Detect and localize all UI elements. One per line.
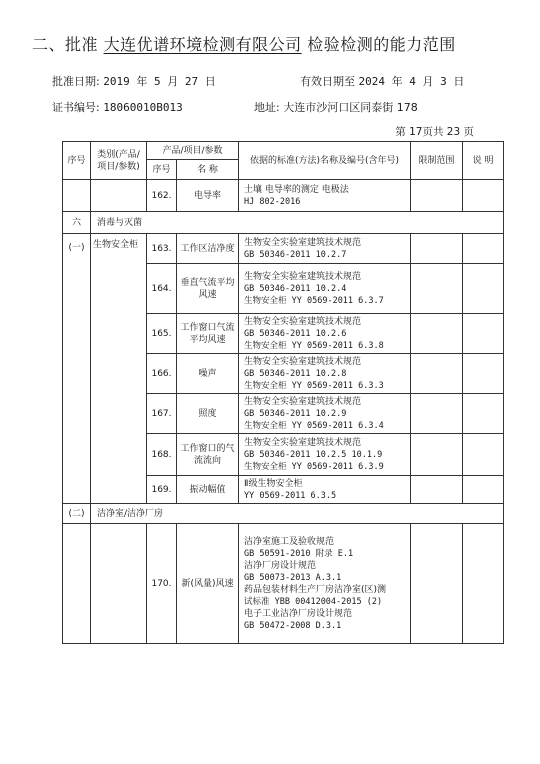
row-name: 电导率 bbox=[177, 180, 239, 212]
page-title bbox=[32, 32, 456, 55]
row-name: 照度 bbox=[177, 394, 239, 434]
address-label: 地址: bbox=[254, 101, 280, 114]
valid-until-label: 有效日期至 bbox=[300, 75, 355, 88]
page-info: 第 17页共 23 页 bbox=[395, 126, 474, 138]
row-no: 163. bbox=[147, 234, 177, 264]
row-standard bbox=[239, 180, 411, 212]
std-line: GB 50346-2011 10.2.8 bbox=[244, 368, 347, 379]
std-line: 土壤 电导率的测定 电极法 bbox=[244, 184, 349, 195]
std-line: Ⅱ级生物安全柜 bbox=[244, 478, 303, 489]
section-title: 消毒与灭菌 bbox=[91, 212, 504, 234]
std-line: 电子工业洁净厂房设计规范 bbox=[244, 608, 353, 619]
std-line: GB 50346-2011 10.2.9 bbox=[244, 408, 347, 419]
row-standard bbox=[239, 476, 411, 504]
row-no: 167. bbox=[147, 394, 177, 434]
std-line: 洁净室施工及验收规范 bbox=[244, 536, 335, 547]
capability-table bbox=[62, 141, 504, 644]
row-no: 166. bbox=[147, 354, 177, 394]
approval-date-value: 2019 年 5 月 27 日 bbox=[103, 75, 216, 88]
header-seq: 序号 bbox=[63, 142, 91, 180]
row-name: 工作窗口的气流流向 bbox=[177, 434, 239, 476]
cert-no-label: 证书编号: bbox=[52, 101, 100, 114]
row-no: 169. bbox=[147, 476, 177, 504]
valid-until bbox=[300, 73, 464, 89]
header-category: 类别(产品/项目/参数) bbox=[91, 142, 147, 180]
organization-name: 大连优谱环境检测有限公司 bbox=[103, 35, 302, 54]
std-line: GB 50346-2011 10.2.6 bbox=[244, 328, 347, 339]
title-prefix: 二、批准 bbox=[32, 35, 99, 54]
std-line: GB 50472-2008 D.3.1 bbox=[244, 620, 342, 631]
address bbox=[254, 99, 418, 115]
header-product-group: 产品/项目/参数 bbox=[147, 142, 239, 160]
std-line: GB 50346-2011 10.2.5 10.1.9 bbox=[244, 449, 383, 460]
address-value: 大连市沙河口区同泰街 178 bbox=[283, 101, 418, 114]
row-standard bbox=[239, 264, 411, 314]
std-line: 洁净厂房设计规范 bbox=[244, 560, 317, 571]
row-name: 工作区洁净度 bbox=[177, 234, 239, 264]
table-header-row bbox=[63, 142, 504, 160]
std-line: 生物安全柜 YY 0569-2011 6.3.7 bbox=[244, 295, 384, 306]
row-name: 新(风量)风速 bbox=[177, 524, 239, 644]
std-line: 生物安全实验室建筑技术规范 bbox=[244, 271, 362, 282]
row-no: 168. bbox=[147, 434, 177, 476]
section-no: 六 bbox=[63, 212, 91, 234]
std-line: 生物安全实验室建筑技术规范 bbox=[244, 237, 362, 248]
std-line: 生物安全柜 YY 0569-2011 6.3.3 bbox=[244, 380, 384, 391]
header-note: 说 明 bbox=[463, 142, 504, 180]
std-line: 生物安全实验室建筑技术规范 bbox=[244, 396, 362, 407]
title-suffix: 检验检测的能力范围 bbox=[307, 35, 456, 54]
row-no: 164. bbox=[147, 264, 177, 314]
valid-until-value: 2024 年 4 月 3 日 bbox=[358, 75, 465, 88]
std-line: 生物安全实验室建筑技术规范 bbox=[244, 356, 362, 367]
group-title: 生物安全柜 bbox=[91, 234, 147, 504]
row-standard bbox=[239, 234, 411, 264]
row-name: 工作窗口气流平均风速 bbox=[177, 314, 239, 354]
row-standard bbox=[239, 314, 411, 354]
row-name: 垂直气流平均风速 bbox=[177, 264, 239, 314]
row-no: 170. bbox=[147, 524, 177, 644]
section-row bbox=[63, 504, 504, 524]
group-title: 洁净室/洁净厂房 bbox=[91, 504, 504, 524]
std-line: GB 50346-2011 10.2.4 bbox=[244, 283, 347, 294]
table-row bbox=[63, 180, 504, 212]
row-standard bbox=[239, 394, 411, 434]
std-line: 生物安全柜 YY 0569-2011 6.3.8 bbox=[244, 340, 384, 351]
std-line: GB 50591-2010 附录 E.1 bbox=[244, 548, 354, 559]
std-line: 生物安全实验室建筑技术规范 bbox=[244, 437, 362, 448]
row-no: 165. bbox=[147, 314, 177, 354]
approval-date bbox=[52, 73, 216, 89]
std-line: YY 0569-2011 6.3.5 bbox=[244, 490, 337, 501]
approval-date-label: 批准日期: bbox=[52, 75, 100, 88]
std-line: 生物安全柜 YY 0569-2011 6.3.9 bbox=[244, 461, 384, 472]
row-no: 162. bbox=[147, 180, 177, 212]
std-line: GB 50346-2011 10.2.7 bbox=[244, 249, 347, 260]
header-sub-no: 序号 bbox=[147, 160, 177, 180]
header-limit: 限制范围 bbox=[411, 142, 463, 180]
table-row bbox=[63, 524, 504, 644]
row-standard bbox=[239, 434, 411, 476]
std-line: HJ 802-2016 bbox=[244, 196, 301, 207]
certificate-number bbox=[52, 99, 183, 115]
std-line: GB 50073-2013 A.3.1 bbox=[244, 572, 342, 583]
row-standard bbox=[239, 354, 411, 394]
std-line: 生物安全实验室建筑技术规范 bbox=[244, 316, 362, 327]
row-name: 振动幅值 bbox=[177, 476, 239, 504]
group-no: (二) bbox=[63, 504, 91, 524]
cert-no-value: 18060010B013 bbox=[103, 101, 183, 114]
header-name: 名 称 bbox=[177, 160, 239, 180]
section-row bbox=[63, 212, 504, 234]
std-line: 生物安全柜 YY 0569-2011 6.3.4 bbox=[244, 420, 384, 431]
std-line: 药品包装材料生产厂房洁净室(区)测 bbox=[244, 584, 387, 595]
row-standard bbox=[239, 524, 411, 644]
table-row bbox=[63, 234, 504, 264]
std-line: 试标准 YBB 00412004-2015 (2) bbox=[244, 596, 383, 607]
group-no: (一) bbox=[63, 234, 91, 504]
row-name: 噪声 bbox=[177, 354, 239, 394]
header-standard: 依据的标准(方法)名称及编号(含年号) bbox=[239, 142, 411, 180]
